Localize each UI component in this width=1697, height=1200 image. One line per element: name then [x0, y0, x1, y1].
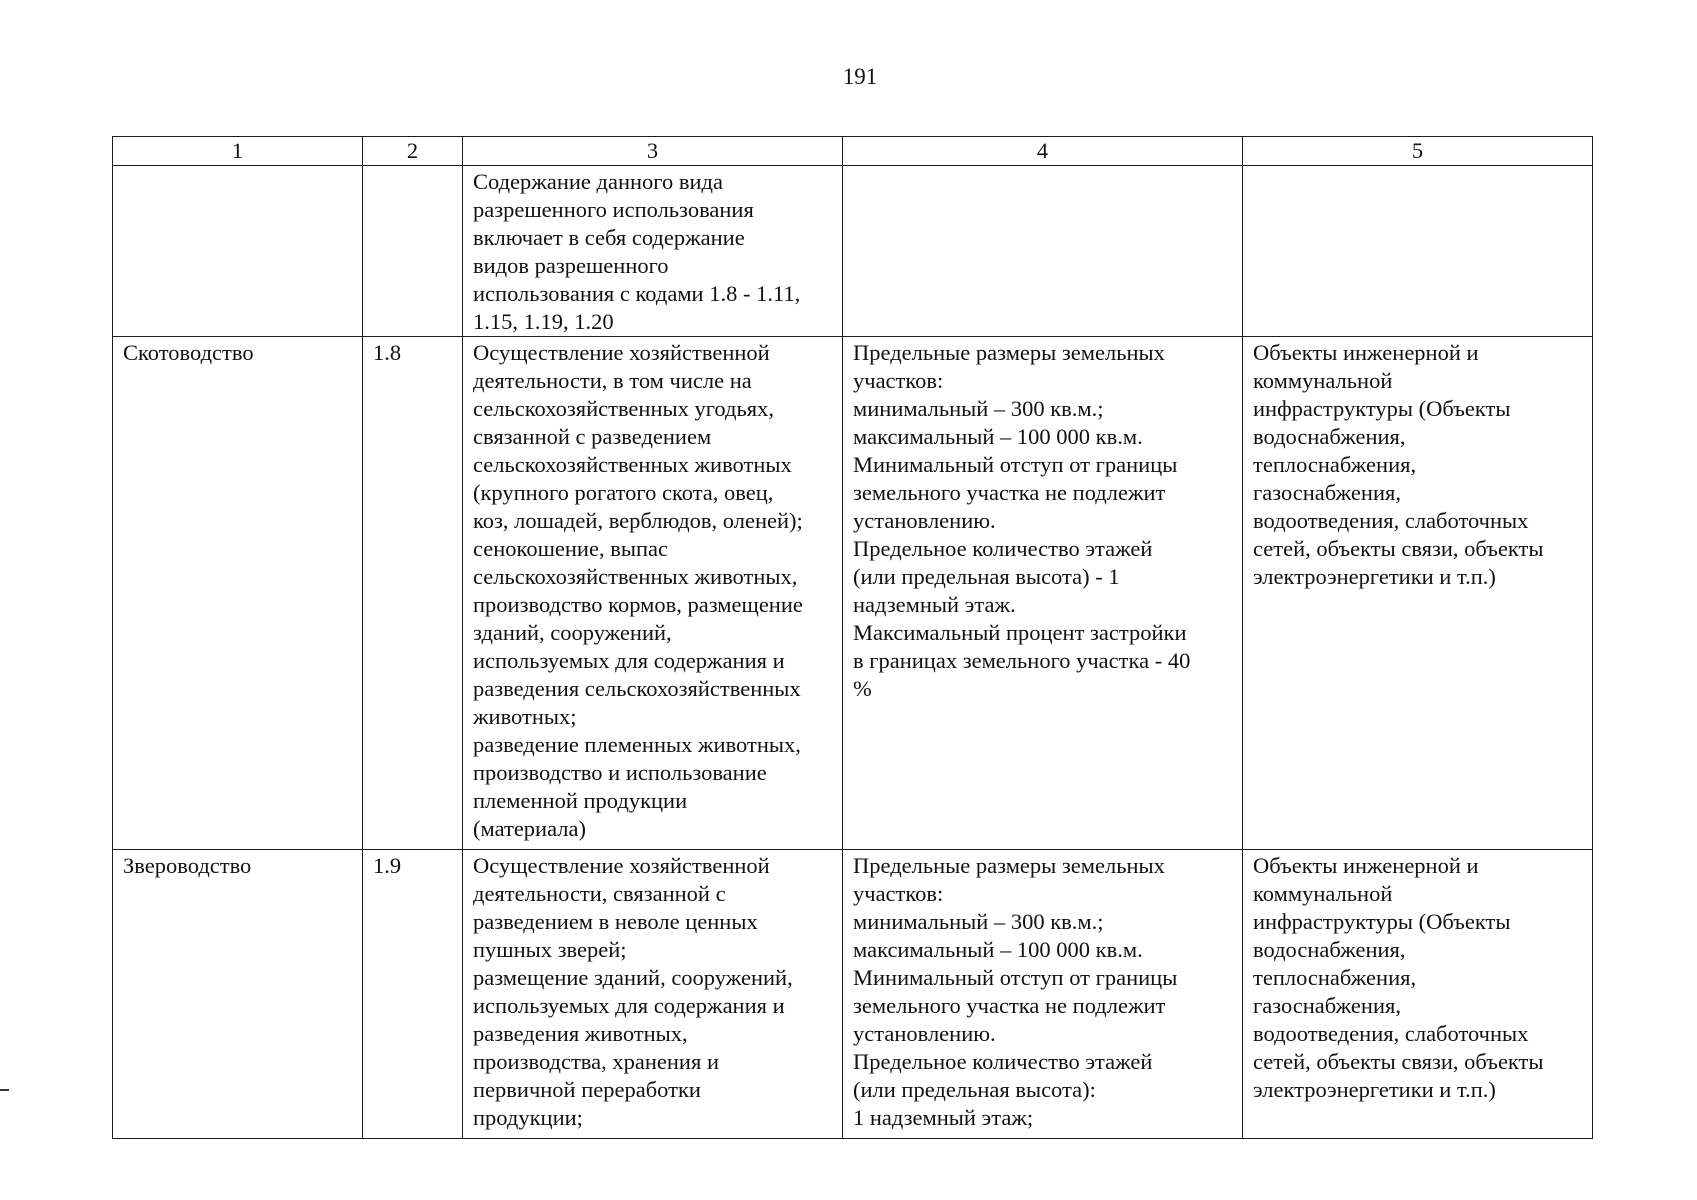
cell-text-line: Предельное количество этажей — [853, 536, 1153, 561]
cell-text-line: сельскохозяйственных угодьях, — [473, 396, 774, 421]
cell-text-line: сетей, объекты связи, объекты — [1253, 1049, 1544, 1074]
cell-text-line: животных; — [473, 704, 577, 729]
cell-text-line: разведение племенных животных, — [473, 732, 801, 757]
use-name-cell — [113, 166, 363, 337]
cell-text-line: первичной переработки — [473, 1077, 701, 1102]
cell-text-line: надземный этаж. — [853, 592, 1016, 617]
cell-text-line: минимальный – 300 кв.м.; — [853, 909, 1104, 934]
cell-text-line: участков: — [853, 368, 944, 393]
cell-text-line: теплоснабжения, — [1253, 452, 1417, 477]
cell-text-line: 1.15, 1.19, 1.20 — [473, 309, 614, 334]
cell-text-line: (или предельная высота) - 1 — [853, 564, 1120, 589]
cell-text-line: производство и использование — [473, 760, 767, 785]
cell-text-line: земельного участка не подлежит — [853, 993, 1166, 1018]
cell-text-line: Объекты инженерной и — [1253, 853, 1479, 878]
cell-text-line: участков: — [853, 881, 944, 906]
cell-text-line: газоснабжения, — [1253, 480, 1401, 505]
cell-text-line: водоотведения, слаботочных — [1253, 508, 1529, 533]
cell-text-line: Осуществление хозяйственной — [473, 853, 770, 878]
cell-text-line: инфраструктуры (Объекты — [1253, 396, 1511, 421]
cell-text-line: деятельности, связанной с — [473, 881, 726, 906]
cell-text-line: (крупного рогатого скота, овец, — [473, 480, 774, 505]
cell-text-line: 1 надземный этаж; — [853, 1105, 1034, 1130]
cell-text-line: племенной продукции — [473, 788, 688, 813]
column-header: 4 — [843, 137, 1243, 166]
cell-text-line: электроэнергетики и т.п.) — [1253, 1077, 1496, 1102]
scan-edge-mark — [0, 1089, 9, 1091]
cell-text-line: производство кормов, размещение — [473, 592, 803, 617]
cell-text-line: Осуществление хозяйственной — [473, 340, 770, 365]
cell-text-line: Предельные размеры земельных — [853, 340, 1165, 365]
cell-text-line: инфраструктуры (Объекты — [1253, 909, 1511, 934]
cell-text-line: Объекты инженерной и — [1253, 340, 1479, 365]
cell-text-line: (материала) — [473, 816, 586, 841]
cell-text-line: сенокошение, выпас — [473, 536, 668, 561]
cell-text-line: Предельные размеры земельных — [853, 853, 1165, 878]
cell-text-line: Содержание данного вида — [473, 169, 723, 194]
cell-text-line: земельного участка не подлежит — [853, 480, 1166, 505]
column-header: 5 — [1243, 137, 1593, 166]
parameters-cell — [843, 850, 1243, 1139]
cell-text-line: сельскохозяйственных животных, — [473, 564, 798, 589]
cell-text-line: разведения сельскохозяйственных — [473, 676, 801, 701]
cell-text-line: продукции; — [473, 1105, 583, 1130]
cell-text-line: водоснабжения, — [1253, 937, 1406, 962]
cell-text-line: Предельное количество этажей — [853, 1049, 1153, 1074]
cell-text-line: электроэнергетики и т.п.) — [1253, 564, 1496, 589]
cell-text-line: сельскохозяйственных животных — [473, 452, 792, 477]
cell-text-line: использования с кодами 1.8 - 1.11, — [473, 281, 801, 306]
description-cell — [463, 337, 843, 850]
cell-text-line: деятельности, в том числе на — [473, 368, 752, 393]
use-code-cell: 1.9 — [363, 850, 463, 1139]
cell-text-line: пушных зверей; — [473, 937, 627, 962]
cell-text-line: сетей, объекты связи, объекты — [1253, 536, 1544, 561]
column-header: 1 — [113, 137, 363, 166]
cell-text-line: установлению. — [853, 1021, 996, 1046]
cell-text-line: включает в себя содержание — [473, 225, 745, 250]
use-code-cell: 1.8 — [363, 337, 463, 850]
cell-text-line: установлению. — [853, 508, 996, 533]
cell-text-line: (или предельная высота): — [853, 1077, 1096, 1102]
objects-cell — [1243, 337, 1593, 850]
cell-text-line: зданий, сооружений, — [473, 620, 672, 645]
cell-text-line: видов разрешенного — [473, 253, 669, 278]
use-name-cell: Звероводство — [113, 850, 363, 1139]
cell-text-line: размещение зданий, сооружений, — [473, 965, 793, 990]
use-code-cell — [363, 166, 463, 337]
use-name-cell: Скотоводство — [113, 337, 363, 850]
cell-text-line: коммунальной — [1253, 881, 1393, 906]
cell-text-line: связанной с разведением — [473, 424, 712, 449]
cell-text-line: разрешенного использования — [473, 197, 754, 222]
cell-text-line: используемых для содержания и — [473, 648, 785, 673]
cell-text-line: коз, лошадей, верблюдов, оленей); — [473, 508, 803, 533]
cell-text-line: Максимальный процент застройки — [853, 620, 1187, 645]
land-use-table — [112, 136, 1593, 1139]
parameters-cell — [843, 337, 1243, 850]
cell-text-line: разведения животных, — [473, 1021, 688, 1046]
objects-cell — [1243, 166, 1593, 337]
parameters-cell — [843, 166, 1243, 337]
column-header: 3 — [463, 137, 843, 166]
cell-text-line: теплоснабжения, — [1253, 965, 1417, 990]
cell-text-line: разведением в неволе ценных — [473, 909, 758, 934]
page-number: 191 — [842, 64, 878, 89]
objects-cell — [1243, 850, 1593, 1139]
cell-text-line: используемых для содержания и — [473, 993, 785, 1018]
cell-text-line: максимальный – 100 000 кв.м. — [853, 937, 1143, 962]
cell-text-line: минимальный – 300 кв.м.; — [853, 396, 1104, 421]
cell-text-line: Минимальный отступ от границы — [853, 965, 1178, 990]
cell-text-line: % — [853, 676, 872, 701]
description-cell — [463, 850, 843, 1139]
cell-text-line: коммунальной — [1253, 368, 1393, 393]
table-row — [113, 850, 1593, 1139]
cell-text-line: производства, хранения и — [473, 1049, 719, 1074]
cell-text-line: водоснабжения, — [1253, 424, 1406, 449]
cell-text-line: газоснабжения, — [1253, 993, 1401, 1018]
table-row — [113, 166, 1593, 337]
column-header: 2 — [363, 137, 463, 166]
header-row — [113, 137, 1593, 166]
cell-text-line: в границах земельного участка - 40 — [853, 648, 1191, 673]
description-cell — [463, 166, 843, 337]
cell-text-line: Минимальный отступ от границы — [853, 452, 1178, 477]
cell-text-line: водоотведения, слаботочных — [1253, 1021, 1529, 1046]
table-row — [113, 337, 1593, 850]
cell-text-line: максимальный – 100 000 кв.м. — [853, 424, 1143, 449]
